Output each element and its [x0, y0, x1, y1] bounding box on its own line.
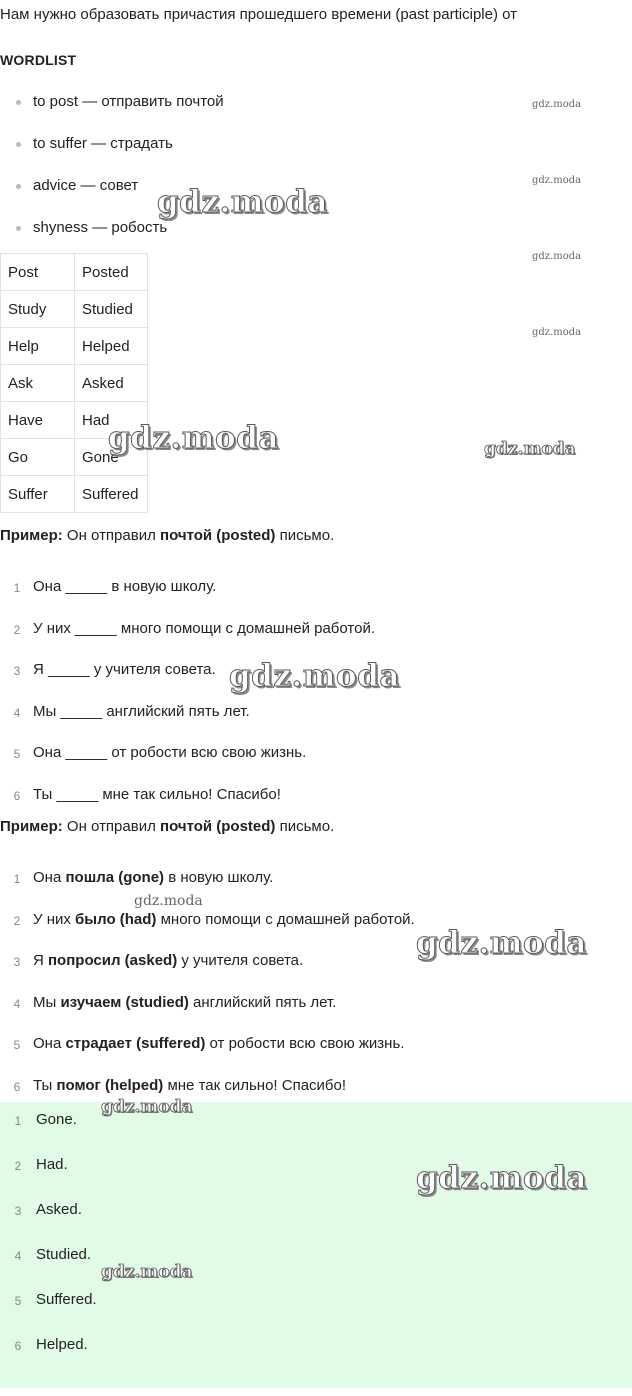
participle-cell: Had — [75, 402, 148, 439]
answer-item — [0, 1110, 620, 1155]
item-number: 4 — [13, 705, 21, 720]
solution-list — [0, 868, 620, 1118]
example-text: Он отправил — [62, 818, 161, 835]
task-item — [0, 743, 620, 785]
table-row — [1, 365, 148, 402]
item-number: 6 — [13, 788, 21, 803]
watermark: gdz.moda — [416, 925, 587, 961]
answer-text: Had. — [36, 1156, 68, 1173]
solution-after: много помощи с домашней работой. — [156, 910, 415, 928]
answer-text: Suffered. — [36, 1291, 97, 1308]
watermark: gdz.moda — [229, 658, 400, 694]
watermark: gdz.moda — [532, 327, 582, 338]
task-sentence: Ты _____ мне так сильно! Спасибо! — [33, 785, 281, 803]
solution-after: от робости всю свою жизнь. — [205, 1035, 405, 1053]
item-number: 5 — [14, 1294, 22, 1308]
solution-answer: попросил (asked) — [48, 952, 178, 970]
answer-item — [0, 1245, 620, 1290]
participle-cell: Suffered — [75, 476, 148, 513]
task-list — [0, 577, 620, 827]
base-verb-cell: Study — [1, 291, 75, 328]
solution-item — [0, 1034, 620, 1076]
item-number: 1 — [13, 581, 21, 595]
wordlist-entry: to post — отправить почтой — [33, 93, 224, 110]
example-line — [0, 527, 334, 544]
solution-before: У них — [33, 910, 76, 928]
task-sentence: У них _____ много помощи с домашней работой. — [33, 619, 376, 637]
task-item — [0, 702, 620, 744]
base-verb-cell: Suffer — [1, 476, 75, 513]
solution-answer: было (had) — [75, 910, 157, 928]
watermark: gdz.moda — [532, 99, 582, 110]
example-line-repeat — [0, 818, 334, 835]
example-text: Он отправил — [62, 527, 161, 544]
bullet-icon — [16, 142, 21, 147]
watermark: gdz.moda — [108, 420, 279, 456]
bullet-icon — [16, 100, 21, 105]
bullet-icon — [16, 184, 21, 189]
task-item — [0, 619, 620, 661]
answer-item — [0, 1200, 620, 1245]
solution-after: у учителя совета. — [177, 952, 304, 970]
wordlist-entry: to suffer — страдать — [33, 135, 173, 152]
solution-before: Мы — [33, 993, 61, 1011]
participle-cell: Posted — [75, 254, 148, 291]
solution-answer: пошла (gone) — [65, 869, 165, 886]
wordlist — [0, 92, 400, 260]
example-bold: почтой (posted) — [160, 527, 276, 544]
answer-item — [0, 1335, 620, 1380]
table-row — [1, 291, 148, 328]
task-sentence: Мы _____ английский пять лет. — [33, 702, 250, 720]
solution-answer: изучаем (studied) — [60, 993, 189, 1011]
participle-cell: Asked — [75, 365, 148, 402]
solution-answer: страдает (suffered) — [65, 1035, 206, 1053]
solution-after: мне так сильно! Спасибо! — [163, 1076, 347, 1094]
table-row — [1, 328, 148, 365]
task-sentence: Я _____ у учителя совета. — [33, 661, 216, 679]
solution-before: Ты — [33, 1076, 57, 1094]
table-row — [1, 476, 148, 513]
task-item — [0, 577, 620, 619]
participle-cell: Helped — [75, 328, 148, 365]
watermark: gdz.moda — [101, 1262, 193, 1282]
solution-before: Она — [33, 869, 66, 886]
item-number: 1 — [14, 1114, 22, 1128]
base-verb-cell: Ask — [1, 365, 75, 402]
solution-item — [0, 993, 620, 1035]
answer-text: Studied. — [36, 1246, 92, 1263]
watermark: gdz.moda — [532, 251, 582, 262]
solution-item — [0, 910, 620, 952]
watermark: gdz.moda — [416, 1160, 587, 1196]
wordlist-heading: WORDLIST — [0, 52, 77, 68]
wordlist-entry: shyness — робость — [33, 219, 168, 236]
answer-text: Asked. — [36, 1201, 82, 1218]
base-verb-cell: Have — [1, 402, 75, 439]
list-item — [0, 176, 400, 218]
example-text-end: письмо. — [275, 818, 335, 835]
item-number: 3 — [14, 1204, 22, 1218]
item-number: 5 — [13, 747, 21, 762]
base-verb-cell: Help — [1, 328, 75, 365]
task-item — [0, 660, 620, 702]
example-text-end: письмо. — [275, 527, 335, 544]
table-row — [1, 254, 148, 291]
item-number: 6 — [14, 1339, 22, 1353]
item-number: 3 — [13, 664, 21, 679]
participle-cell: Studied — [75, 291, 148, 328]
item-number: 3 — [13, 955, 21, 970]
solution-before: Я — [33, 952, 48, 970]
watermark: gdz.moda — [134, 893, 203, 909]
wordlist-entry: advice — совет — [33, 177, 139, 194]
answer-text: Gone. — [36, 1111, 77, 1128]
watermark: gdz.moda — [532, 175, 582, 186]
table-row — [1, 439, 148, 476]
item-number: 2 — [13, 622, 21, 637]
intro-text: Нам нужно образовать причастия прошедшего времени (past participle) от — [0, 6, 518, 23]
solution-after: английский пять лет. — [188, 993, 337, 1011]
item-number: 6 — [13, 1079, 21, 1094]
solution-after: в новую школу. — [164, 869, 274, 886]
list-item — [0, 134, 400, 176]
item-number: 4 — [14, 1249, 22, 1263]
watermark: gdz.moda — [484, 439, 576, 459]
solution-item — [0, 868, 620, 910]
item-number: 5 — [13, 1038, 21, 1053]
task-sentence: Она _____ в новую школу. — [33, 578, 217, 595]
answer-item — [0, 1290, 620, 1335]
example-label: Пример: — [0, 527, 63, 544]
table-row — [1, 402, 148, 439]
watermark: gdz.moda — [157, 184, 328, 220]
example-label: Пример: — [0, 818, 63, 835]
item-number: 1 — [13, 872, 21, 886]
watermark: gdz.moda — [101, 1097, 193, 1117]
solution-before: Она — [33, 1035, 66, 1053]
list-item — [0, 92, 400, 134]
item-number: 4 — [13, 996, 21, 1011]
participle-cell: Gone — [75, 439, 148, 476]
bullet-icon — [16, 226, 21, 231]
item-number: 2 — [13, 913, 21, 928]
base-verb-cell: Post — [1, 254, 75, 291]
verb-table — [0, 253, 148, 513]
answer-item — [0, 1155, 620, 1200]
solution-item — [0, 951, 620, 993]
example-bold: почтой (posted) — [160, 818, 276, 835]
answer-list — [0, 1110, 620, 1380]
solution-answer: помог (helped) — [56, 1076, 164, 1094]
base-verb-cell: Go — [1, 439, 75, 476]
item-number: 2 — [14, 1159, 22, 1173]
task-sentence: Она _____ от робости всю свою жизнь. — [33, 744, 307, 762]
answer-text: Helped. — [36, 1336, 88, 1353]
answer-box — [0, 1102, 632, 1388]
